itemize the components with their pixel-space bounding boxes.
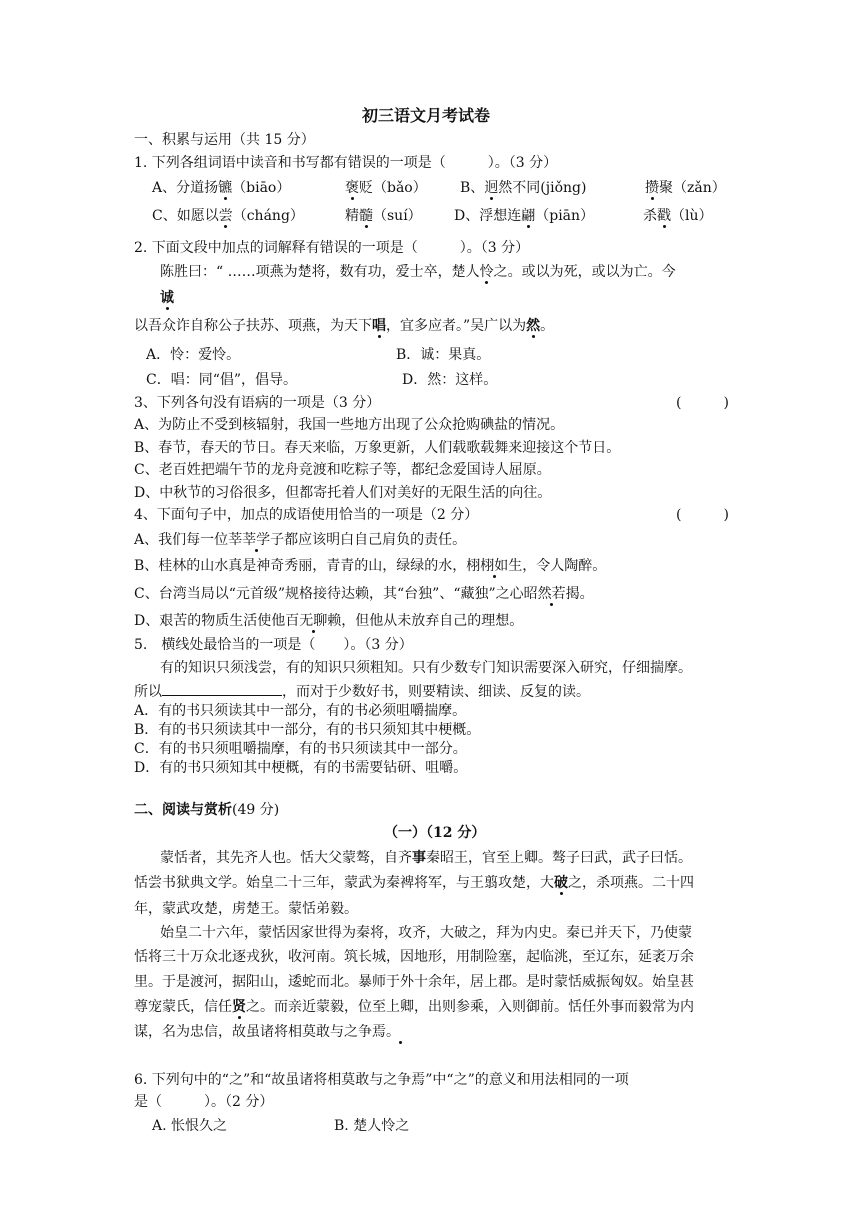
q5-passage-line-2: 所以 ，而对于少数好书，则要精读、细读、反复的读。 [134, 681, 590, 702]
page-title: 初三语文月考试卷 [362, 106, 491, 125]
section-2-heading: 二、阅读与赏析(49 分) [134, 802, 280, 818]
q5-blank [162, 681, 282, 696]
passage-1-heading: （一）（12 分） [384, 825, 486, 841]
q3-opt-d: D、中秋节的习俗很多，但都寄托着人们对美好的无限生活的向往。 [134, 485, 552, 501]
q4-opt-a: A、我们每一位莘莘学子都应该明白自己肩负的责任。 [134, 532, 467, 548]
section-1-heading: 一、积累与运用（共 15 分） [134, 132, 315, 148]
q3-opt-c: C、老百姓把端午节的龙舟竞渡和吃粽子等，都纪念爱国诗人屈原。 [134, 462, 551, 478]
q1-stem: 1. 下列各组词语中读音和书写都有错误的一项是（ ）。（3 分） [134, 155, 558, 171]
q4-opt-d: D、艰苦的物质生活使他百无聊赖，但他从未放弃自己的理想。 [134, 613, 524, 629]
q5-opt-b: B．有的书只须读其中一部分，有的书只须知其中梗概。 [134, 722, 481, 738]
q2-passage-line-1: 陈胜曰：“ ……项燕为楚将，数有功，爱士卒，楚人怜之。或以为死，或以为亡。今 [160, 264, 676, 280]
q4-opt-b: B、桂林的山水真是神奇秀丽，青青的山，绿绿的水，栩栩如生，令人陶醉。 [134, 558, 607, 574]
passage-1-line-7: 尊宠蒙氏，信任贤之。而亲近蒙毅，位至上卿，出则参乘，入则御前。恬任外事而毅常为内 [134, 999, 694, 1015]
q5-opt-a: A．有的书只须读其中一部分，有的书必须咀嚼揣摩。 [134, 703, 467, 719]
q5-opt-d: D．有的书只须知其中梗概，有的书需要钻研、咀嚼。 [134, 760, 468, 776]
q2-opt-d: D．然：这样。 [402, 372, 498, 388]
q1-opt-c: C、如愿以尝（cháng） [152, 208, 304, 224]
q2-opt-c: C．唱：同“倡”，倡导。 [146, 372, 298, 388]
passage-1-line-5: 恬将三十万众北逐戎狄，收河南。筑长城，因地形，用制险塞，起临洮，至辽东，延袤万余 [134, 949, 694, 965]
q2-passage-line-2: 诚 [160, 290, 174, 306]
q3-opt-b: B、春节，春天的节日。春天来临，万象更新，人们载歌载舞来迎接这个节日。 [134, 440, 621, 456]
q5-stem: 5. 横线处最恰当的一项是（ ）。（3 分） [134, 637, 413, 653]
q6-stem-line-1: 6. 下列句中的“之”和“故虽诸将相莫敢与之争焉”中“之”的意义和用法相同的一项 [134, 1072, 629, 1088]
passage-1-line-6: 里。于是渡河，据阳山，逶蛇而北。暴师于外十余年，居上郡。是时蒙恬威振匈奴。始皇甚 [134, 974, 694, 990]
q3-answer-paren: ( ) [676, 395, 729, 411]
passage-1-line-4: 始皇二十六年，蒙恬因家世得为秦将，攻齐，大破之，拜为内史。秦已并天下，乃使蒙 [160, 925, 692, 941]
q1-opt-b: B、迥然不同(jiǒng) [460, 180, 587, 196]
q2-opt-a: A．怜：爱怜。 [146, 347, 241, 363]
passage-1-line-1: 蒙恬者，其先齐人也。恬大父蒙骜，自齐事秦昭王，官至上卿。骜子曰武，武子曰恬。 [160, 850, 692, 866]
q1-word-2: 褒贬（bǎo） [345, 180, 427, 196]
q2-opt-b: B．诚：果真。 [396, 347, 491, 363]
q5-opt-c: C．有的书只须咀嚼揣摩，有的书只须读其中一部分。 [134, 741, 467, 757]
q6-opt-b: B. 楚人怜之 [334, 1118, 410, 1134]
q2-passage-line-3: 以吾众诈自称公子扶苏、项燕，为天下唱，宜多应者。”吴广以为然。 [134, 318, 555, 334]
q6-stem-line-2: 是（ ）。（2 分） [134, 1094, 274, 1110]
q5-passage-line-1: 有的知识只须浅尝，有的知识只须粗知。只有少数专门知识需要深入研究，仔细揣摩。 [160, 660, 692, 676]
q1-word-8: 杀戳（lù） [643, 208, 713, 224]
q1-word-4: 攒聚（zǎn） [645, 180, 726, 196]
q4-opt-c: C、台湾当局以“元首级”规格接待达赖，其“台独”、“藏独”之心昭然若揭。 [134, 586, 594, 602]
q4-answer-paren: ( ) [676, 507, 729, 523]
q1-opt-a: A、分道扬镳（biāo） [152, 180, 291, 196]
q3-opt-a: A、为防止不受到核辐射，我国一些地方出现了公众抢购碘盐的情况。 [134, 417, 565, 433]
q6-opt-a: A. 怅恨久之 [152, 1118, 228, 1134]
q2-stem: 2. 下面文段中加点的词解释有错误的一项是（ ）。（3 分） [134, 240, 530, 256]
q1-word-6: 精髓（suí） [345, 208, 422, 224]
passage-1-line-8: 谋，名为忠信，故虽诸将相莫敢与之争焉。 [134, 1024, 400, 1040]
q1-opt-d: D、浮想连翩（piān） [454, 208, 595, 224]
passage-1-line-2: 恬尝书狱典文学。始皇二十三年，蒙武为秦裨将军，与王翦攻楚，大破之，杀项燕。二十四 [134, 875, 694, 891]
passage-1-line-3: 年，蒙武攻楚，虏楚王。蒙恬弟毅。 [134, 901, 358, 917]
q3-stem: 3、下列各句没有语病的一项是（3 分） [134, 395, 381, 411]
q4-stem: 4、下面句子中，加点的成语使用恰当的一项是（2 分） [134, 507, 479, 523]
